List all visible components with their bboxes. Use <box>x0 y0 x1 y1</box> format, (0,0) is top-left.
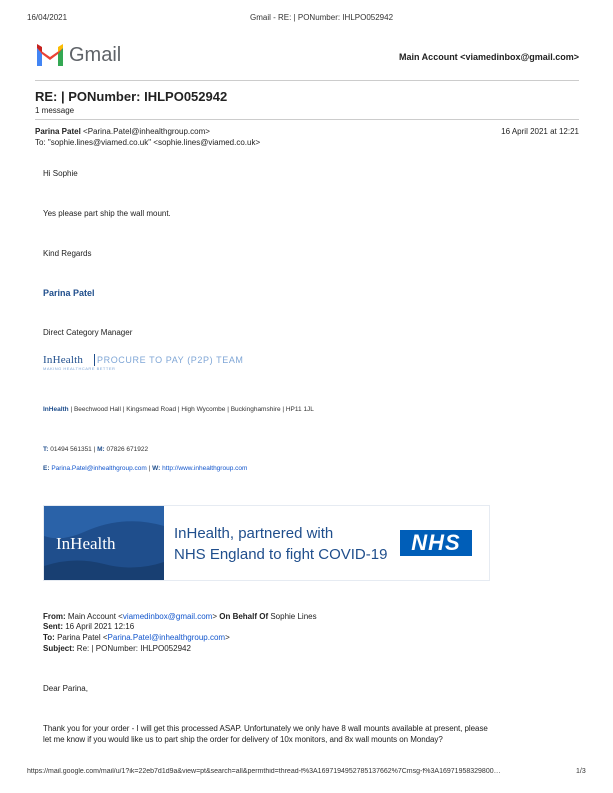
sender-name: Parina Patel <box>35 127 81 136</box>
contact-separator: | <box>146 465 153 472</box>
inhealth-logo-text: InHealth <box>43 354 84 366</box>
quoted-sent-label: Sent: <box>43 622 63 631</box>
banner-logo-panel <box>44 506 164 580</box>
quoted-greeting: Dear Parina, <box>43 684 88 693</box>
quoted-to-text: Parina Patel < <box>54 633 108 642</box>
regards: Kind Regards <box>43 249 92 258</box>
quoted-paragraph-line-2: let me know if you would like us to part ship the order for delivery of 10x monitors, and 8x wall mounts on Monday? <box>43 735 443 744</box>
quoted-sent-line <box>43 622 134 631</box>
quoted-to-end: > <box>225 633 230 642</box>
web-label: W: <box>152 465 161 472</box>
quoted-to-line <box>43 633 230 642</box>
contact-line <box>43 465 247 472</box>
banner-line-1: InHealth, partnered with <box>174 525 334 542</box>
quoted-from-email[interactable]: viamedinbox@gmail.com <box>122 612 213 621</box>
quoted-from-text: Main Account < <box>65 612 123 621</box>
quoted-behalf-label: On Behalf Of <box>219 612 269 621</box>
signature-title: Direct Category Manager <box>43 328 133 337</box>
banner-message <box>174 523 387 565</box>
email-link[interactable]: Parina.Patel@inhealthgroup.com <box>51 465 147 472</box>
signature-name: Parina Patel <box>43 288 95 298</box>
print-title: Gmail - RE: | PONumber: IHLPO052942 <box>250 13 394 22</box>
greeting: Hi Sophie <box>43 169 78 178</box>
mobile-label: M: <box>97 446 105 453</box>
email-label: E: <box>43 465 50 472</box>
print-page-number: 1/3 <box>576 768 586 775</box>
quoted-paragraph-line-1: Thank you for your order - I will get this processed ASAP. Unfortunately we only have 8 wall mounts available at present, please <box>43 724 488 733</box>
subject-divider <box>35 119 579 120</box>
recipient-line: To: "sophie.lines@viamed.co.uk" <sophie.lines@viamed.co.uk> <box>35 138 261 147</box>
body-line: Yes please part ship the wall mount. <box>43 209 171 218</box>
mobile-value: 07826 671922 <box>104 446 149 453</box>
quoted-to-email[interactable]: Parina.Patel@inhealthgroup.com <box>107 633 226 642</box>
phone-line <box>43 446 148 453</box>
print-date: 16/04/2021 <box>27 13 68 22</box>
quoted-sent-value: 16 April 2021 12:16 <box>63 622 135 631</box>
print-url: https://mail.google.com/mail/u/1?ik=22eb7d1d9a&view=pt&search=all&permthid=thread-f%3A1697194952785137662%7Cmsg-f%3A16971958329800… <box>27 768 501 775</box>
quoted-subject-line <box>43 644 191 653</box>
quoted-from-label: From: <box>43 612 66 621</box>
address-company: InHealth <box>43 406 69 413</box>
p2p-team-text: PROCURE TO PAY (P2P) TEAM <box>97 355 244 365</box>
address-details: | Beechwood Hall | Kingsmead Road | High Wycombe | Buckinghamshire | HP11 1JL <box>68 406 314 413</box>
quoted-behalf-name: Sophie Lines <box>268 612 317 621</box>
address-line <box>43 406 314 413</box>
sender-line <box>35 127 210 136</box>
quoted-subject-label: Subject: <box>43 644 75 653</box>
phone-value: 01494 561351 | <box>48 446 98 453</box>
thread-subject: RE: | PONumber: IHLPO052942 <box>35 89 228 104</box>
sender-email: <Parina.Patel@inhealthgroup.com> <box>83 127 210 136</box>
quoted-from-mid: > <box>212 612 220 621</box>
banner-line-2: NHS England to fight COVID-19 <box>174 546 388 563</box>
web-link[interactable]: http://www.inhealthgroup.com <box>162 465 248 472</box>
quoted-to-label: To: <box>43 633 55 642</box>
quoted-from-line <box>43 612 317 621</box>
gmail-logo-icon <box>35 44 65 66</box>
header-divider <box>35 80 579 81</box>
logo-tagline: MAKING HEALTHCARE BETTER <box>43 366 116 371</box>
banner-logo-text: InHealth <box>56 534 116 553</box>
message-count: 1 message <box>35 106 75 115</box>
nhs-logo: NHS <box>400 530 472 556</box>
gmail-logo-text: Gmail <box>69 44 122 66</box>
message-date: 16 April 2021 at 12:21 <box>501 127 579 136</box>
phone-label: T: <box>43 446 49 453</box>
quoted-subject-value: Re: | PONumber: IHLPO052942 <box>74 644 191 653</box>
covid-banner[interactable] <box>43 505 490 581</box>
account-label: Main Account <viamedinbox@gmail.com> <box>399 52 579 62</box>
logo-divider <box>94 354 95 366</box>
